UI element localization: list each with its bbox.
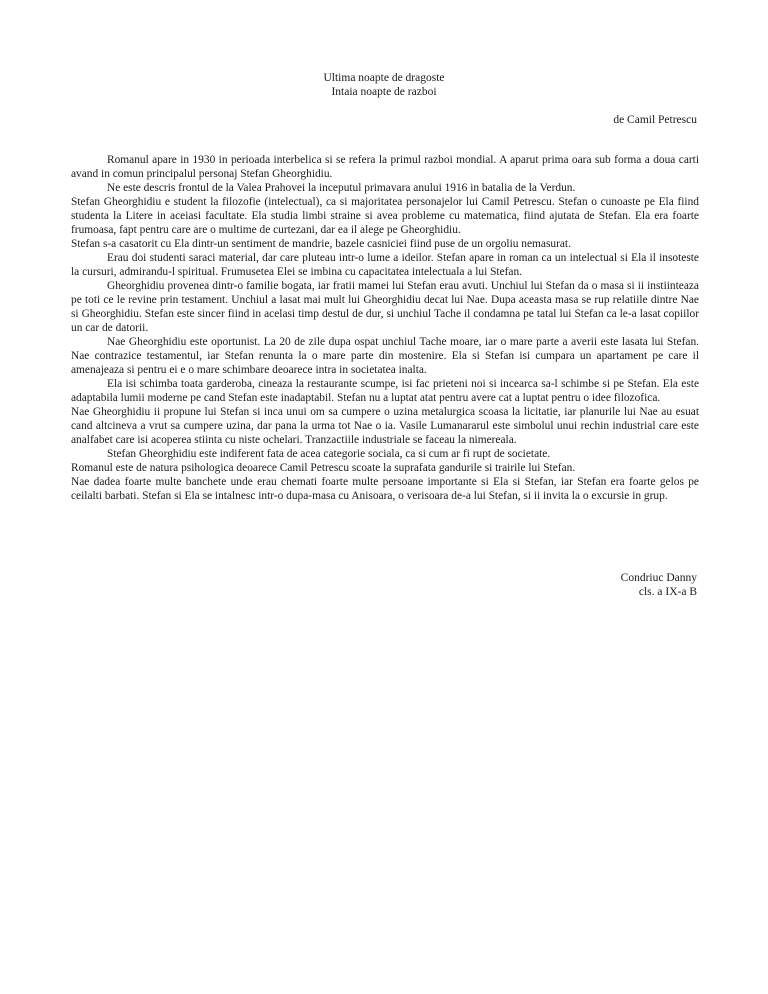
paragraph: Stefan Gheorghidiu este indiferent fata de acea categorie sociala, ca si cum ar fi rupt de societate. — [107, 448, 551, 460]
essay-body — [71, 153, 699, 503]
student-name: Condriuc Danny — [620, 572, 697, 584]
paragraph: Nae Gheorghidiu este oportunist. La 20 de zile dupa ospat unchiul Tache moare, iar o mare parte a averii este lasata lui Stefan. Nae contrazice testamentul, iar Stefan renunta la o mare parte din mostenire. Ela si Stefan isi cumpara un apartament pe care il amenajeaza si pentru ei e o mare schimbare deoarece intra in societatea inalta. — [71, 336, 699, 376]
paragraph: Erau doi studenti saraci material, dar care pluteau intr-o lume a ideilor. Stefan apare in roman ca un intelectual si Ela il insoteste la cursuri, admirandu-l spiritual. Frumusetea Elei se imbina cu capacitatea intelectuala a lui Stefan. — [71, 252, 699, 278]
title-block — [0, 71, 768, 99]
student-class: cls. a IX-a B — [638, 586, 697, 598]
paragraph: Romanul este de natura psihologica deoarece Camil Petrescu scoate la suprafata gandurile si trairile lui Stefan. — [71, 462, 576, 474]
paragraph: Nae Gheorghidiu ii propune lui Stefan si inca unui om sa cumpere o uzina metalurgica scoasa la licitatie, iar planurile lui Nae au esuat cand altcineva a vrut sa cumpere uzina, dar pana la urma tot Nae o ia. Vasile Lumanararul este simbolul unui rechin industrial care este analfabet care isi acoperea stiinta cu niste ochelari. Tranzactiile industriale se faceau la nimereala. — [71, 406, 699, 446]
paragraph: Ne este descris frontul de la Valea Prahovei la inceputul primavara anului 1916 in batalia de la Verdun. — [107, 182, 576, 194]
author-line: de Camil Petrescu — [613, 114, 697, 126]
paragraph: Romanul apare in 1930 in perioada interbelica si se refera la primul razboi mondial. A aparut prima oara sub forma a doua carti avand in comun principalul personaj Stefan Gheorghidiu. — [71, 154, 699, 180]
paragraph: Nae dadea foarte multe banchete unde erau chemati foarte multe persoane importante si Ela si Stefan, iar Stefan era foarte gelos pe ceilalti barbati. Stefan si Ela se intalnesc intr-o dupa-masa cu Anisoara, o verisoara de-a lui Stefan, si ii invita la o excursie in grup. — [71, 476, 699, 502]
document-subtitle: Intaia noapte de razboi — [331, 86, 437, 98]
paragraph: Stefan Gheorghidiu e student la filozofie (intelectual), ca si majoritatea personajelor lui Camil Petrescu. Stefan o cunoaste pe Ela fiind studenta la Litere in aceiasi facultate. Ela studia limbi straine si avea probleme cu matematica, fiind ajutata de Stefan. Ela era foarte frumoasa, fapt pentru care are o multime de curtezani, dar ea il alege pe Gheorghidiu. — [71, 196, 699, 236]
paragraph: Gheorghidiu provenea dintr-o familie bogata, iar fratii mamei lui Stefan erau avuti. Unchiul lui Stefan da o masa si ii instiinteaza pe toti ce le revine prin testament. Unchiul a lasat mai mult lui Gheorghidiu decat lui Nae. Dupa aceasta masa se rup relatiile dintre Nae si Gheorghidiu. Stefan este sincer fiind in acelasi timp destul de dur, si unchiul Tache il condamna pe tatal lui Stefan ca le-a lasat copiilor un car de datorii. — [71, 280, 699, 334]
paragraph: Stefan s-a casatorit cu Ela dintr-un sentiment de mandrie, bazele casniciei fiind puse de un orgoliu nemasurat. — [71, 238, 571, 250]
document-title: Ultima noapte de dragoste — [323, 72, 445, 84]
signature-block — [621, 571, 697, 599]
paragraph: Ela isi schimba toata garderoba, cineaza la restaurante scumpe, isi fac prieteni noi si incearca sa-l schimbe si pe Stefan. Ela este adaptabila lumii moderne pe cand Stefan este inadaptabil. Stefan nu a luptat atat pentru avere cat a luptat pentru o idee filozofica. — [71, 378, 699, 404]
